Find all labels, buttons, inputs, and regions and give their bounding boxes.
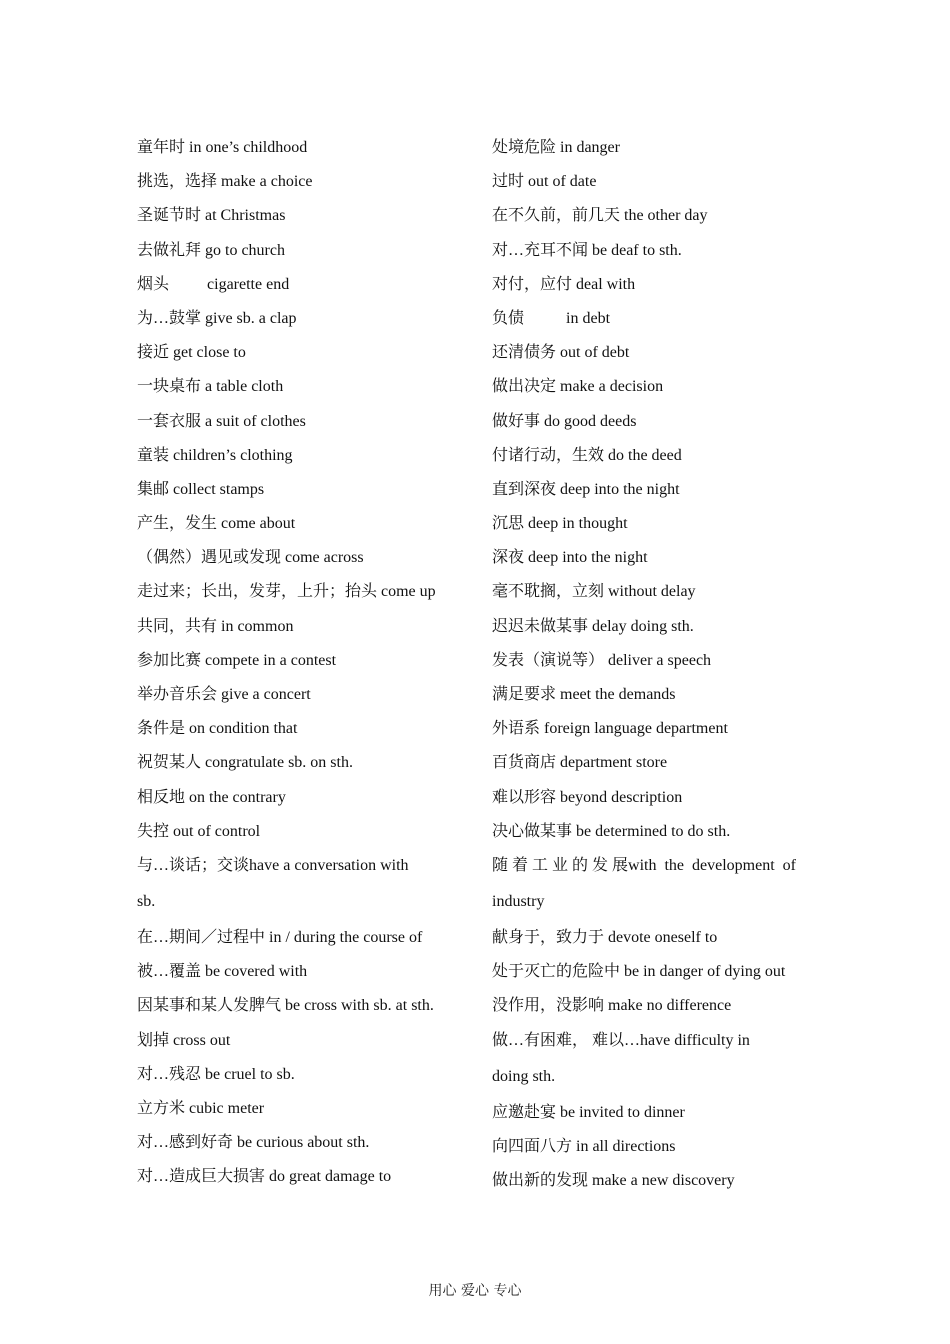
phrase-english: with the development of — [628, 856, 796, 874]
phrase-entry — [137, 268, 467, 302]
phrase-chinese: 烟头 — [137, 275, 170, 293]
phrase-entry: 被…覆盖 be covered with — [137, 963, 308, 981]
phrase-entry: 沉思 deep in thought — [492, 515, 628, 533]
phrase-english: have a conversation with — [249, 856, 409, 874]
phrase-entry: 接近 get close to — [137, 344, 246, 362]
phrase-entry: 划掉 cross out — [137, 1031, 231, 1049]
phrase-entry: 处于灭亡的危险中 be in danger of dying out — [492, 963, 786, 981]
phrase-entry: 一块桌布 a table cloth — [137, 378, 284, 396]
phrase-line — [492, 849, 814, 885]
phrase-entry — [137, 849, 467, 921]
phrase-entry: 献身于，致力于 devote oneself to — [492, 928, 718, 946]
phrase-line — [137, 849, 467, 885]
phrase-entry: 挑选，选择 make a choice — [137, 173, 313, 191]
phrase-entry: 毫不耽搁，立刻 without delay — [492, 583, 696, 601]
phrase-entry: 还清债务 out of debt — [492, 344, 630, 362]
phrase-entry: 做好事 do good deeds — [492, 412, 637, 430]
phrase-entry: 过时 out of date — [492, 173, 597, 191]
phrase-line: sb. — [137, 892, 156, 910]
phrase-line: doing sth. — [492, 1067, 556, 1085]
phrase-chinese: 做…有困难， 难以… — [492, 1031, 641, 1049]
phrase-entry: 童年时 in one’s childhood — [137, 139, 308, 156]
phrase-chinese: 负债 — [492, 309, 525, 327]
phrase-line — [492, 1024, 814, 1060]
phrase-entry: 深夜 deep into the night — [492, 549, 648, 567]
phrase-english: have difficulty in — [640, 1031, 750, 1049]
phrase-entry: 对付，应付 deal with — [492, 275, 636, 293]
phrase-entry — [492, 302, 814, 336]
phrase-entry: 祝贺某人 congratulate sb. on sth. — [137, 754, 353, 772]
phrase-entry: 应邀赴宴 be invited to dinner — [492, 1103, 685, 1121]
phrase-chinese: 随 着 工 业 的 发 展 — [492, 856, 629, 874]
phrase-entry: 童装 children’s clothing — [137, 446, 293, 464]
phrase-english: in debt — [566, 309, 611, 327]
phrase-entry: 做出决定 make a decision — [492, 378, 664, 396]
phrase-entry: 没作用，没影响 make no difference — [492, 997, 732, 1015]
phrase-entry: 决心做某事 be determined to do sth. — [492, 822, 731, 840]
phrase-entry: 产生，发生 come about — [137, 515, 296, 533]
phrase-entry: 为…鼓掌 give sb. a clap — [137, 309, 297, 327]
phrase-entry — [492, 1024, 814, 1096]
phrase-entry: 对…残忍 be cruel to sb. — [137, 1065, 295, 1083]
phrase-entry: 对…造成巨大损害 do great damage to — [137, 1168, 392, 1186]
phrase-entry: 向四面八方 in all directions — [492, 1137, 676, 1155]
left-column — [137, 131, 467, 1194]
phrase-entry: 满足要求 meet the demands — [492, 686, 676, 703]
phrase-entry: 对…充耳不闻 be deaf to sth. — [492, 241, 682, 259]
phrase-entry: 共同，共有 in common — [137, 617, 294, 635]
phrase-entry: 在…期间／过程中 in / during the course of — [137, 928, 423, 946]
phrase-entry — [492, 849, 814, 921]
phrase-entry: 立方米 cubic meter — [137, 1099, 265, 1117]
phrase-entry: 付诸行动，生效 do the deed — [492, 446, 682, 464]
phrase-entry: 难以形容 beyond description — [492, 788, 683, 806]
phrase-entry: 做出新的发现 make a new discovery — [492, 1171, 735, 1189]
right-column — [492, 131, 814, 1198]
phrase-entry: 参加比赛 compete in a contest — [137, 651, 337, 669]
phrase-entry: 外语系 foreign language department — [492, 720, 728, 738]
phrase-entry: 发表（演说等） deliver a speech — [492, 651, 712, 669]
phrase-entry: 因某事和某人发脾气 be cross with sb. at sth. — [137, 997, 434, 1015]
phrase-entry: 一套衣服 a suit of clothes — [137, 412, 306, 430]
phrase-entry: 相反地 on the contrary — [137, 788, 286, 806]
phrase-entry: 处境危险 in danger — [492, 139, 620, 156]
page-footer: 用心 爱心 专心 — [428, 1283, 522, 1299]
phrase-entry: 条件是 on condition that — [137, 720, 298, 738]
phrase-entry: 对…感到好奇 be curious about sth. — [137, 1134, 370, 1152]
phrase-entry: 失控 out of control — [137, 822, 261, 840]
phrase-entry: 走过来；长出，发芽，上升；抬头 come up — [137, 583, 436, 601]
phrase-entry: 百货商店 department store — [492, 754, 668, 772]
phrase-line: industry — [492, 892, 545, 910]
phrase-entry: 迟迟未做某事 delay doing sth. — [492, 617, 694, 635]
phrase-chinese: 与…谈话；交谈 — [137, 856, 250, 874]
phrase-entry: 去做礼拜 go to church — [137, 241, 285, 259]
phrase-entry: 举办音乐会 give a concert — [137, 686, 311, 703]
phrase-entry: 圣诞节时 at Christmas — [137, 207, 286, 225]
phrase-entry: （偶然）遇见或发现 come across — [137, 549, 364, 567]
phrase-entry: 集邮 collect stamps — [137, 480, 265, 498]
phrase-entry: 在不久前，前几天 the other day — [492, 207, 708, 225]
phrase-english: cigarette end — [207, 275, 290, 293]
phrase-entry: 直到深夜 deep into the night — [492, 480, 680, 498]
